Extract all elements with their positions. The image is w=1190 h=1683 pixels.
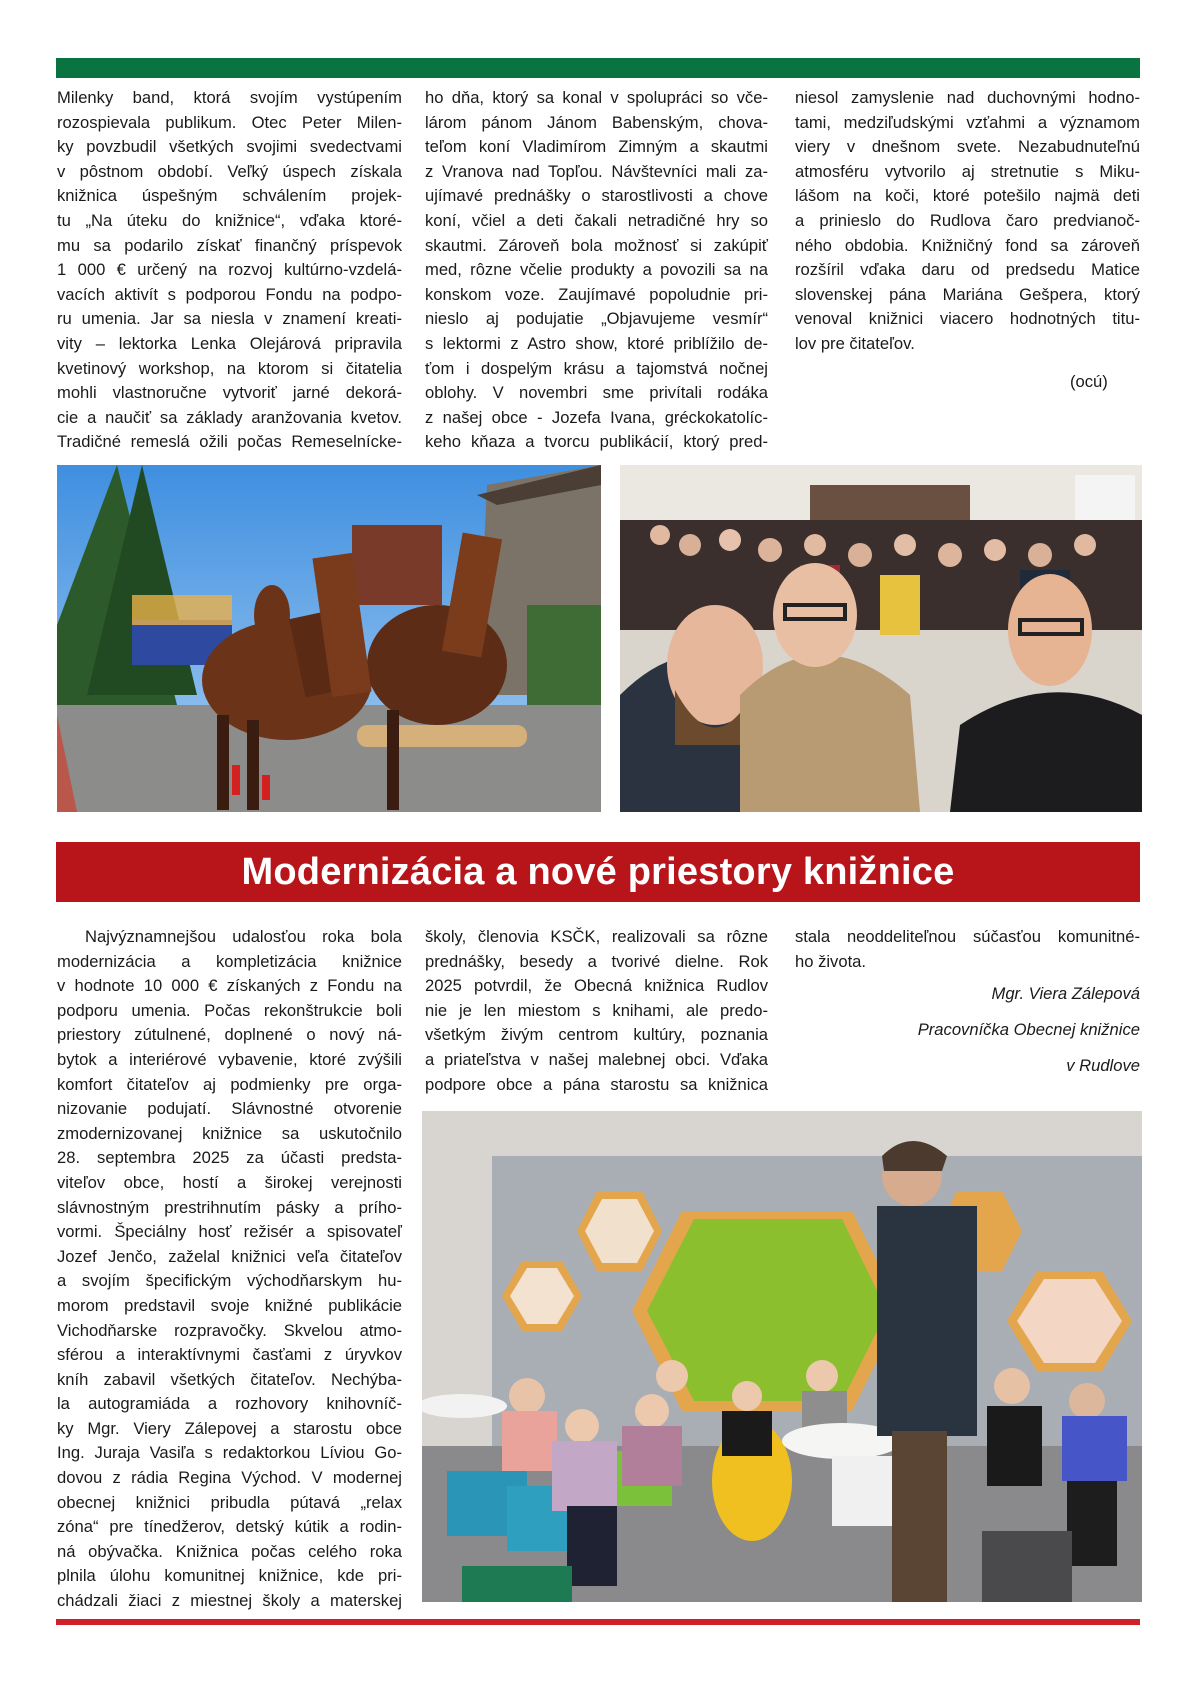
- text-line: s lektormi z Astro show, ktoré priblížilo de-: [425, 333, 768, 353]
- text-line: nieslo aj podujatie „Objavujeme vesmír“: [425, 309, 768, 329]
- text-line: slávnostným prestrihnutím pásky a prího-: [57, 1197, 402, 1217]
- text-line: 1 000 € určený na rozvoj kultúrno-vzdelá-: [57, 260, 402, 280]
- text-line: Jozef Jenčo, zaželal knižnici veľa čitateľov: [57, 1246, 402, 1266]
- text-line: nizovanie podujatí. Slávnostné otvorenie: [57, 1099, 402, 1119]
- text-line: v hodnote 10 000 € získaných z Fondu na: [57, 976, 402, 996]
- text-line: vity – lektorka Lenka Olejárová pripravila: [57, 333, 402, 353]
- text-line: keho kňaza a tvorcu publikácií, ktorý pred-: [425, 432, 768, 452]
- text-line: atmosféru vytvorilo aj stretnutie s Miku-: [795, 161, 1140, 181]
- signature-name: Mgr. Viera Zálepová: [991, 984, 1140, 1003]
- text-line: mu sa podarilo získať finančný príspevok: [57, 235, 402, 255]
- text-line: med, rôzne včelie produkty a povozili sa na: [425, 260, 768, 280]
- text-line: všetkým živým centrom kultúry, poznania: [425, 1025, 768, 1045]
- text-line: modernizácia a kompletizácia knižnice: [57, 951, 402, 971]
- text-line: komfort čitateľov aj podmienky pre orga-: [57, 1074, 402, 1094]
- text-line: v pôstnom období. Veľký úspech získala: [57, 161, 402, 181]
- text-line: lášom na koči, ktoré potešilo najmä deti: [795, 186, 1140, 206]
- text-line: priestory zútulnené, doplnené o nový ná-: [57, 1025, 402, 1045]
- text-line: chádzali žiaci z miestnej školy a materskej: [57, 1591, 402, 1611]
- text-line: tu „Na úteku do knižnice“, vďaka ktoré-: [57, 210, 402, 230]
- text-line: rozospievala publikum. Otec Peter Milen-: [57, 112, 402, 132]
- top-column-1: [57, 86, 402, 455]
- text-line: ho dňa, ktorý sa konal v spolupráci so vče-: [425, 88, 768, 107]
- text-line: Tradičné remeslá ožili počas Remeselnícke-: [57, 432, 402, 452]
- text-line: niesol zamyslenie nad duchovnými hodno-: [795, 88, 1140, 107]
- text-line: prednášky, besedy a tvorivé dielne. Rok: [425, 951, 768, 971]
- text-line: Vichodňarske rozpravočky. Skvelou atmo-: [57, 1320, 402, 1340]
- text-line: morom predstavil svoje knižné publikácie: [57, 1295, 402, 1315]
- text-line: Ing. Juraja Vasiľa s redaktorkou Líviou Go-: [57, 1443, 402, 1463]
- text-line: oblohy. V novembri sme privítali rodáka: [425, 383, 768, 403]
- text-line: lárom pánom Jánom Babenským, chova-: [425, 112, 768, 132]
- text-line: ujímavé prednášky o starostlivosti a chove: [425, 186, 768, 206]
- text-line: teľom koní Vladimírom Zimným a skautmi: [425, 137, 768, 157]
- text-line: ru umenia. Jar sa niesla v znamení kreati-: [57, 309, 402, 329]
- text-line: viery v dnešnom svete. Nezabudnuteľnú: [795, 137, 1140, 157]
- text-line: rozšíril vďaka daru od predsedu Matice: [795, 260, 1140, 280]
- text-line: Najvýznamnejšou udalosťou roka bola: [85, 927, 402, 946]
- bottom-column-2: [425, 925, 768, 1097]
- text-line: vacích aktivít s podporou Fondu na podpo-: [57, 284, 402, 304]
- text-line: mohli vlastnoručne vytvoriť jarné dekorá-: [57, 383, 402, 403]
- text-line: kvetinový workshop, na ktorom si čitatelia: [57, 358, 402, 378]
- text-line: zmodernizovanej knižnice sa uskutočnilo: [57, 1123, 402, 1143]
- text-line: podpore obce a pána starostu sa knižnica: [425, 1074, 768, 1094]
- text-line: 2025 potvrdil, že Obecná knižnica Rudlov: [425, 976, 768, 996]
- author-initials: (ocú): [1070, 372, 1108, 391]
- top-column-2: [425, 86, 768, 455]
- text-line: konskom voze. Zaujímavé popoludnie pri-: [425, 284, 768, 304]
- text-line: plnila úlohu komunitnej knižnice, kde pri-: [57, 1566, 402, 1586]
- text-line: ná obývačka. Knižnica počas celého roka: [57, 1541, 402, 1561]
- text-line: bytok a interiérové vybavenie, ktoré zvýšili: [57, 1049, 402, 1069]
- text-line: Milenky band, ktorá svojím vystúpením: [57, 88, 402, 107]
- signature-role: Pracovníčka Obecnej knižnice: [917, 1020, 1140, 1039]
- text-line: obecnej knižnici pribudla pútavá „relax: [57, 1492, 402, 1512]
- text-line: kníh zabavil všetkých čitateľov. Nechýba-: [57, 1369, 402, 1389]
- text-line: tami, medziľudskými vzťahmi a významom: [795, 112, 1140, 132]
- text-line: venoval knižnici viacero hodnotných titu-: [795, 309, 1140, 329]
- text-line: nie je len miestom s knihami, ale predo-: [425, 1000, 768, 1020]
- text-line: dovou z rádia Regina Východ. V modernej: [57, 1468, 402, 1488]
- bottom-column-1: [57, 925, 402, 1614]
- text-line: ky Mgr. Viery Zálepovej a starostu obce: [57, 1418, 402, 1438]
- text-line: stala neoddeliteľnou súčasťou komunitné-: [795, 927, 1140, 946]
- section-heading: Modernizácia a nové priestory knižnice: [56, 842, 1140, 902]
- text-line: a svojím špecifickým východňarskym hu-: [57, 1271, 402, 1291]
- text-line: lov pre čitateľov.: [795, 333, 915, 353]
- text-line: skautmi. Zároveň bola možnosť si zakúpiť: [425, 235, 768, 255]
- horse-carriage-photo: [57, 465, 601, 812]
- text-line: vormi. Špeciálny hosť režisér a spisovateľ: [57, 1222, 402, 1242]
- text-line: zóna“ pre tínedžerov, detský kútik a rodin-: [57, 1517, 402, 1537]
- text-line: z našej obce - Jozefa Ivana, gréckokatolíc-: [425, 407, 768, 427]
- text-line: ného obdobia. Knižničný fond sa zároveň: [795, 235, 1140, 255]
- text-line: viteľov obce, hostí a širokej verejnosti: [57, 1172, 402, 1192]
- bottom-red-rule: [56, 1619, 1140, 1625]
- text-line: sférou a interaktívnymi časťami z úryvkov: [57, 1345, 402, 1365]
- text-line: podporu umenia. Počas rekonštrukcie boli: [57, 1000, 402, 1020]
- bottom-column-3: [795, 925, 1140, 974]
- text-line: ho života.: [795, 951, 867, 971]
- top-column-3: [795, 86, 1140, 357]
- text-line: školy, členovia KSČK, realizovali sa rôzne: [425, 927, 768, 946]
- text-line: a prinieslo do Rudlova čaro predvianoč-: [795, 210, 1140, 230]
- text-line: z Vranova nad Topľou. Návštevníci mali za-: [425, 161, 768, 181]
- text-line: koní, včiel a deti čakali netradičné hry so: [425, 210, 768, 230]
- text-line: cie a naučiť sa základy aranžovania kvetov.: [57, 407, 402, 427]
- text-line: ťom i dospelým krásu a tajomstvá nočnej: [425, 358, 768, 378]
- text-line: knižnica úspešným schválením projek-: [57, 186, 402, 206]
- group-selfie-photo: [620, 465, 1142, 812]
- text-line: 28. septembra 2025 za účasti predsta-: [57, 1148, 402, 1168]
- text-line: la autogramiáda a rozhovory knihovníč-: [57, 1394, 402, 1414]
- text-line: slovenskej pána Mariána Gešpera, ktorý: [795, 284, 1140, 304]
- text-line: ky povzbudil všetkých svojimi svedectvami: [57, 137, 402, 157]
- text-line: a priateľstva v našej malebnej obci. Vďaka: [425, 1049, 768, 1069]
- library-reading-photo: [422, 1111, 1142, 1602]
- signature-place: v Rudlove: [1066, 1056, 1140, 1075]
- top-green-bar: [56, 58, 1140, 78]
